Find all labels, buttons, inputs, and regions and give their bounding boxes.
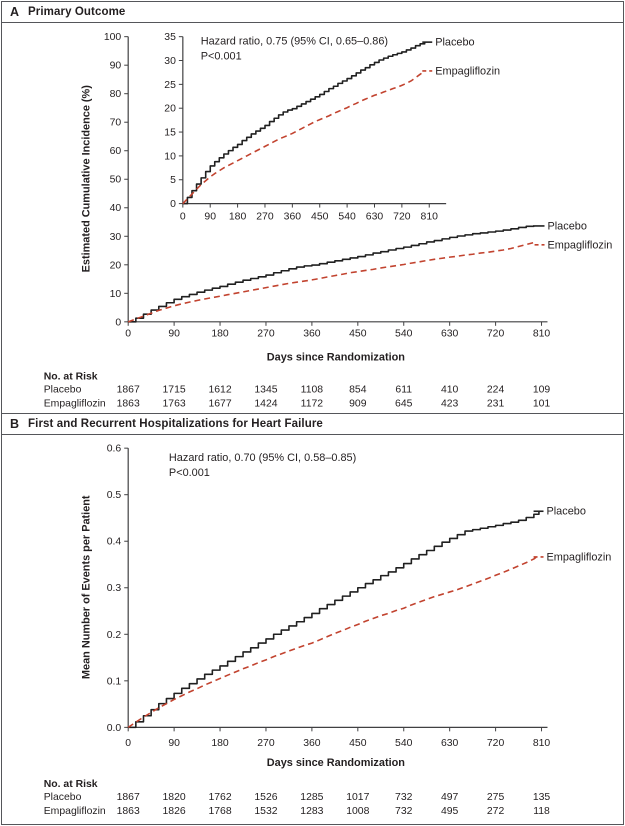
main-y-tick-label: 90 bbox=[109, 60, 122, 72]
inset-x-tick-label: 180 bbox=[228, 211, 247, 223]
risk-value: 1008 bbox=[346, 805, 370, 817]
main-x-tick-label: 90 bbox=[168, 328, 180, 340]
main-x-tick-label: 450 bbox=[349, 328, 367, 340]
main-axis-lines bbox=[128, 448, 547, 727]
hazard-ratio-annotation-line1: Hazard ratio, 0.70 (95% CI, 0.58–0.85) bbox=[168, 452, 357, 465]
risk-value: 1867 bbox=[116, 384, 140, 396]
risk-value: 1677 bbox=[208, 398, 232, 410]
inset-x-tick-label: 630 bbox=[365, 211, 384, 223]
risk-table-title: No. at Risk bbox=[43, 778, 98, 790]
risk-value: 909 bbox=[349, 398, 367, 410]
risk-value: 497 bbox=[440, 791, 459, 803]
risk-row-label-empagliflozin: Empagliflozin bbox=[43, 805, 106, 817]
risk-value: 1768 bbox=[208, 805, 232, 817]
risk-value: 101 bbox=[532, 398, 551, 410]
main-y-tick-label: 100 bbox=[103, 32, 122, 44]
inset-y-tick-label: 35 bbox=[164, 32, 176, 44]
inset-series-curve-empagliflozin bbox=[183, 71, 425, 204]
main-y-tick-label: 10 bbox=[109, 288, 122, 300]
inset-x-tick-label: 540 bbox=[338, 211, 356, 223]
main-y-tick-label: 0.5 bbox=[106, 490, 122, 502]
main-x-tick-label: 630 bbox=[440, 738, 459, 750]
main-x-tick-label: 180 bbox=[211, 328, 229, 340]
main-y-tick-label: 50 bbox=[109, 174, 122, 186]
panel-a-letter: A bbox=[10, 5, 20, 19]
inset-series-curve-placebo bbox=[183, 42, 425, 204]
panel-a-header bbox=[2, 2, 623, 23]
main-y-tick-label: 0.0 bbox=[106, 722, 122, 734]
y-axis-title: Mean Number of Events per Patient bbox=[80, 495, 93, 680]
inset-y-tick-label: 25 bbox=[164, 79, 176, 91]
panel-b-title: First and Recurrent Hospitalizations for Heart Failure bbox=[28, 418, 323, 430]
risk-row-label-placebo: Placebo bbox=[43, 791, 82, 803]
main-y-tick-label: 0.1 bbox=[106, 676, 122, 688]
main-x-tick-label: 630 bbox=[440, 328, 459, 340]
main-y-tick-label: 0.4 bbox=[106, 536, 122, 548]
inset-x-tick-label: 90 bbox=[204, 211, 217, 223]
main-axis-lines bbox=[128, 37, 547, 322]
main-x-tick-label: 540 bbox=[395, 738, 413, 750]
risk-value: 1863 bbox=[116, 398, 140, 410]
risk-value: 1424 bbox=[254, 398, 278, 410]
main-x-tick-label: 810 bbox=[532, 328, 551, 340]
main-x-tick-label: 360 bbox=[303, 328, 321, 340]
risk-value: 1715 bbox=[162, 384, 186, 396]
risk-value: 1762 bbox=[208, 791, 232, 803]
main-x-tick-label: 450 bbox=[349, 738, 367, 750]
main-series-label-placebo: Placebo bbox=[547, 220, 587, 233]
risk-value: 272 bbox=[486, 805, 505, 817]
panel-a-title: Primary Outcome bbox=[28, 6, 126, 18]
risk-value: 732 bbox=[395, 791, 413, 803]
panel-b bbox=[2, 413, 623, 822]
inset-y-tick-label: 15 bbox=[164, 127, 176, 139]
main-series-curve-empagliflozin bbox=[128, 555, 539, 727]
inset-y-tick-label: 0 bbox=[170, 199, 176, 211]
risk-value: 1863 bbox=[116, 805, 140, 817]
main-series-label-placebo: Placebo bbox=[546, 505, 586, 518]
panel-a-chart bbox=[2, 23, 623, 413]
risk-value: 224 bbox=[486, 384, 505, 396]
main-series-curve-placebo bbox=[128, 511, 539, 728]
risk-row-label-empagliflozin: Empagliflozin bbox=[43, 398, 106, 410]
main-y-tick-label: 0.3 bbox=[106, 583, 122, 595]
inset-x-tick-label: 0 bbox=[179, 211, 186, 223]
risk-value: 732 bbox=[395, 805, 413, 817]
main-x-tick-label: 810 bbox=[532, 738, 551, 750]
main-x-tick-label: 720 bbox=[486, 738, 505, 750]
risk-table-title: No. at Risk bbox=[43, 371, 98, 383]
inset-x-tick-label: 810 bbox=[420, 211, 438, 223]
main-x-tick-label: 270 bbox=[257, 738, 275, 750]
main-series-label-empagliflozin: Empagliflozin bbox=[546, 551, 612, 564]
risk-value: 231 bbox=[486, 398, 505, 410]
x-axis-title: Days since Randomization bbox=[266, 757, 405, 770]
risk-value: 1526 bbox=[254, 791, 278, 803]
main-x-tick-label: 270 bbox=[257, 328, 275, 340]
main-x-tick-label: 540 bbox=[395, 328, 413, 340]
main-y-tick-label: 80 bbox=[109, 89, 122, 101]
main-y-tick-label: 0.6 bbox=[106, 443, 122, 455]
risk-value: 423 bbox=[440, 398, 459, 410]
x-axis-title: Days since Randomization bbox=[266, 351, 405, 364]
risk-value: 1763 bbox=[162, 398, 186, 410]
panel-a bbox=[2, 2, 623, 413]
inset-y-tick-label: 30 bbox=[164, 55, 176, 67]
risk-value: 1532 bbox=[254, 805, 278, 817]
inset-x-tick-label: 360 bbox=[283, 211, 302, 223]
main-series-label-empagliflozin: Empagliflozin bbox=[547, 239, 613, 252]
inset-y-tick-label: 20 bbox=[164, 103, 176, 115]
main-y-tick-label: 0.2 bbox=[106, 629, 122, 641]
inset-y-tick-label: 5 bbox=[170, 175, 176, 187]
risk-value: 118 bbox=[533, 805, 550, 817]
main-y-tick-label: 40 bbox=[109, 203, 122, 215]
risk-value: 410 bbox=[440, 384, 459, 396]
y-axis-title: Estimated Cumulative Incidence (%) bbox=[80, 85, 93, 273]
main-y-tick-label: 0 bbox=[115, 317, 122, 329]
main-x-tick-label: 0 bbox=[125, 738, 132, 750]
inset-series-label-placebo: Placebo bbox=[435, 36, 475, 49]
main-x-tick-label: 720 bbox=[486, 328, 505, 340]
risk-value: 1283 bbox=[300, 805, 324, 817]
inset-x-tick-label: 270 bbox=[256, 211, 274, 223]
panel-b-chart bbox=[2, 435, 623, 822]
panel-b-header bbox=[2, 414, 623, 435]
risk-value: 1172 bbox=[300, 398, 324, 410]
risk-value: 1285 bbox=[300, 791, 324, 803]
main-x-tick-label: 90 bbox=[168, 738, 180, 750]
inset-x-tick-label: 450 bbox=[311, 211, 329, 223]
inset-y-tick-label: 10 bbox=[164, 151, 176, 163]
panel-b-letter: B bbox=[10, 417, 20, 431]
risk-value: 1826 bbox=[162, 805, 186, 817]
figure-frame bbox=[1, 1, 624, 825]
main-series-curve-placebo bbox=[128, 225, 534, 322]
hazard-ratio-annotation-line1: Hazard ratio, 0.75 (95% CI, 0.65–0.86) bbox=[200, 35, 389, 48]
risk-value: 275 bbox=[486, 791, 505, 803]
main-y-tick-label: 70 bbox=[109, 117, 122, 129]
main-series-curve-empagliflozin bbox=[128, 243, 534, 322]
hazard-ratio-annotation-line2: P<0.001 bbox=[200, 50, 242, 63]
risk-value: 1345 bbox=[254, 384, 278, 396]
risk-value: 135 bbox=[532, 791, 551, 803]
inset-series-label-empagliflozin: Empagliflozin bbox=[435, 65, 501, 78]
risk-value: 1612 bbox=[208, 384, 232, 396]
inset-x-tick-label: 720 bbox=[393, 211, 411, 223]
risk-value: 1108 bbox=[300, 384, 324, 396]
risk-value: 1867 bbox=[116, 791, 140, 803]
main-x-tick-label: 360 bbox=[303, 738, 321, 750]
risk-value: 611 bbox=[395, 384, 413, 396]
risk-value: 495 bbox=[440, 805, 459, 817]
main-y-tick-label: 60 bbox=[109, 146, 122, 158]
risk-value: 645 bbox=[395, 398, 413, 410]
risk-value: 1820 bbox=[162, 791, 186, 803]
risk-value: 1017 bbox=[346, 791, 370, 803]
risk-value: 854 bbox=[349, 384, 367, 396]
main-y-tick-label: 30 bbox=[109, 231, 122, 243]
main-y-tick-label: 20 bbox=[109, 260, 122, 272]
main-x-tick-label: 0 bbox=[125, 328, 132, 340]
hazard-ratio-annotation-line2: P<0.001 bbox=[168, 466, 210, 479]
risk-row-label-placebo: Placebo bbox=[43, 384, 82, 396]
main-x-tick-label: 180 bbox=[211, 738, 229, 750]
risk-value: 109 bbox=[532, 384, 551, 396]
